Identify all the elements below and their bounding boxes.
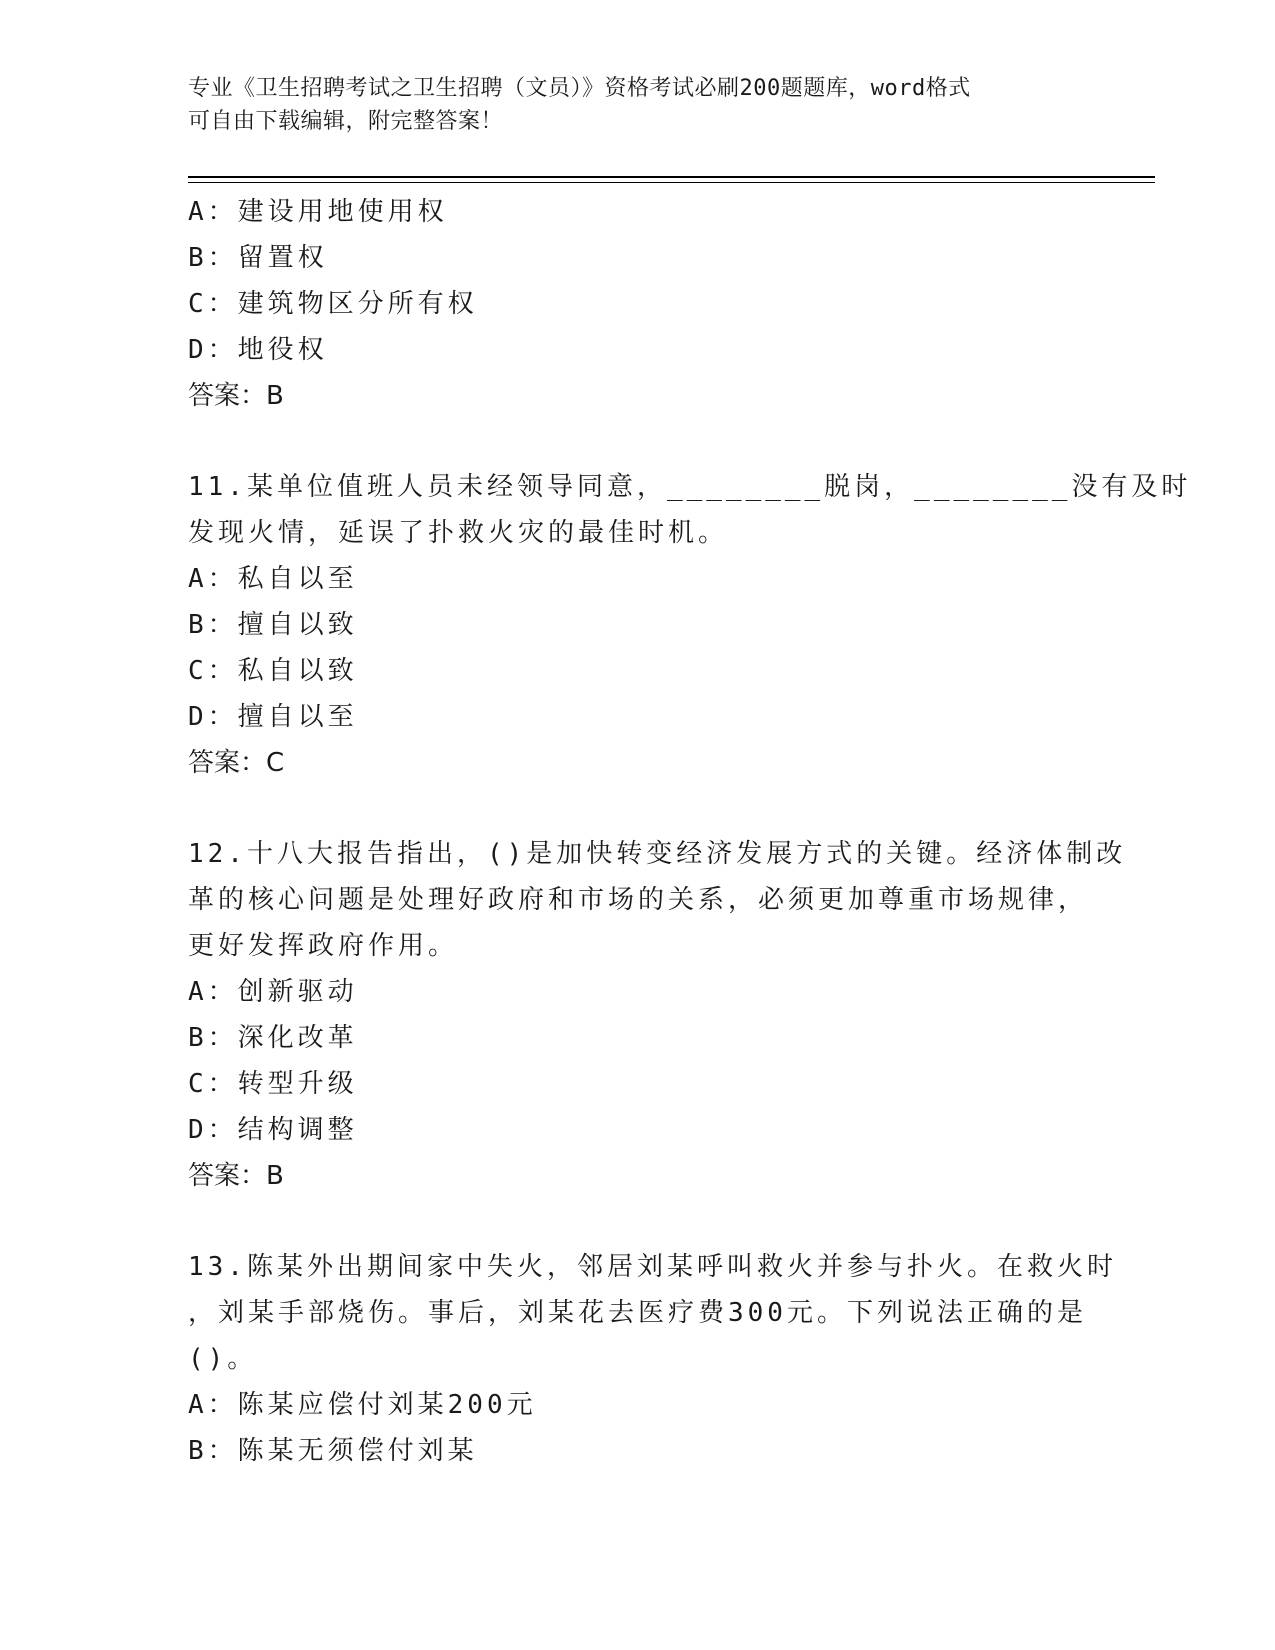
answer: 答案：B	[188, 1161, 284, 1191]
question-list	[188, 189, 1192, 1474]
option-d: D：地役权	[188, 335, 328, 365]
question-13	[188, 1244, 1117, 1474]
option-a: A：创新驱动	[188, 977, 358, 1007]
answer: 答案：B	[188, 381, 284, 411]
question-text-line: 12.十八大报告指出，()是加快转变经济发展方式的关键。经济体制改	[188, 839, 1127, 869]
question-11	[188, 464, 1192, 786]
question-text-line: 革的核心问题是处理好政府和市场的关系，必须更加尊重市场规律，	[188, 885, 1089, 915]
question-10	[188, 189, 1088, 419]
header-line-1: 专业《卫生招聘考试之卫生招聘（文员）》资格考试必刷200题题库，word格式	[188, 76, 971, 101]
option-d: D：擅自以至	[188, 702, 358, 732]
option-a: A：私自以至	[188, 564, 358, 594]
option-c: C：私自以致	[188, 656, 358, 686]
question-text-line: 13.陈某外出期间家中失火，邻居刘某呼叫救火并参与扑火。在救火时	[188, 1252, 1117, 1282]
question-text-line: 更好发挥政府作用。	[188, 931, 459, 961]
question-text-line: ，刘某手部烧伤。事后，刘某花去医疗费300元。下列说法正确的是	[188, 1298, 1087, 1328]
option-c: C：转型升级	[188, 1069, 358, 1099]
question-12	[188, 831, 1127, 1199]
option-d: D：结构调整	[188, 1115, 358, 1145]
option-b: B：陈某无须偿付刘某	[188, 1436, 478, 1466]
header-line-2: 可自由下载编辑，附完整答案！	[188, 109, 504, 134]
option-a: A：陈某应偿付刘某200元	[188, 1390, 537, 1420]
document-header	[188, 72, 1068, 138]
option-b: B：深化改革	[188, 1023, 358, 1053]
header-rule-thick	[188, 176, 1155, 178]
answer: 答案：C	[188, 748, 285, 778]
question-text-line: 11.某单位值班人员未经领导同意，________脱岗，________没有及时	[188, 472, 1192, 502]
option-b: B：留置权	[188, 243, 328, 273]
option-b: B：擅自以致	[188, 610, 358, 640]
question-text-line: 发现火情，延误了扑救火灾的最佳时机。	[188, 518, 729, 548]
header-rule-thin	[188, 182, 1155, 183]
question-text-line: ()。	[188, 1344, 258, 1374]
option-a: A：建设用地使用权	[188, 197, 448, 227]
option-c: C：建筑物区分所有权	[188, 289, 478, 319]
